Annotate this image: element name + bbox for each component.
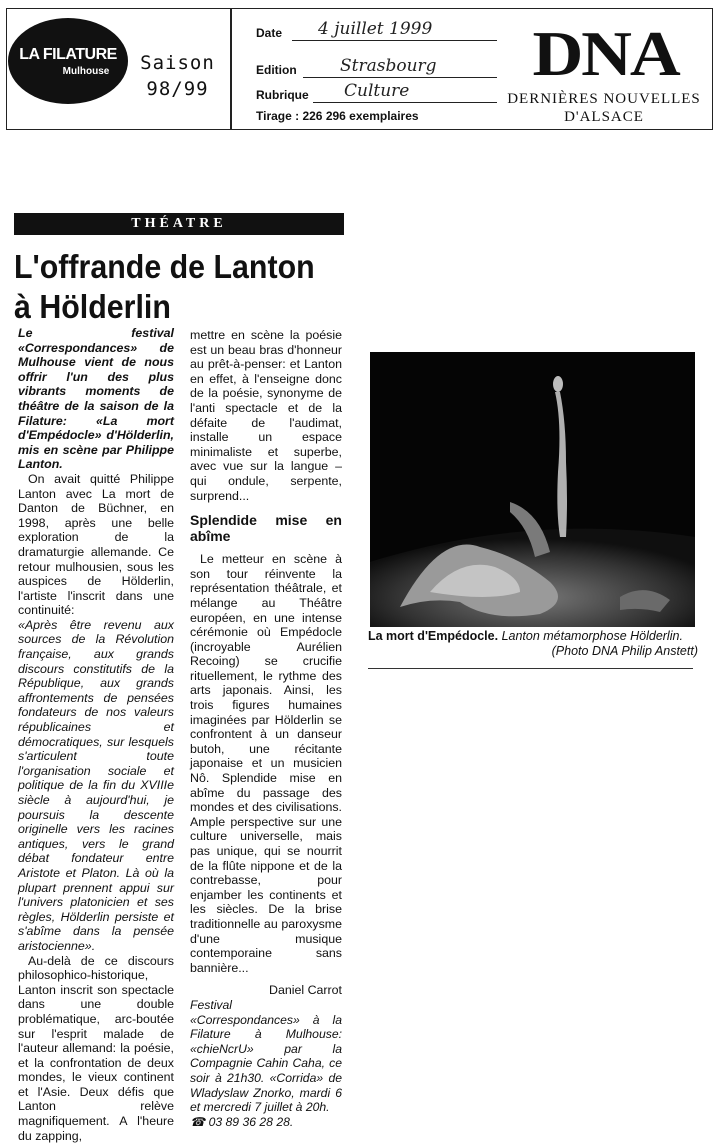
header-divider <box>230 8 232 130</box>
caption-title: La mort d'Empédocle. <box>368 629 499 643</box>
rubrique-line <box>313 102 497 103</box>
article-title-line1: L'offrande de Lanton <box>14 248 315 285</box>
saison-value: 98/99 <box>146 78 209 100</box>
caption-credit: (Photo DNA Philip Anstett) <box>551 644 698 658</box>
date-label: Date <box>256 26 283 40</box>
logo-subtitle: Mulhouse <box>62 66 110 77</box>
saison-block <box>135 50 220 102</box>
logo-title: LA FILATURE <box>19 46 117 63</box>
article-quote: «Après être revenu aux sources de la Révolution française, aux grands discours constitutifs de la République, aux grands affrontements de pensées fondateurs de nos valeurs républicaines et démocratiques, sur lesquels s'articulent toute l'organisation sociale et politique de la fin du XVIIIe siècle à aujourd'hui, je poursuis la descente originelle vers les racines antiques, vers le grand débat fondateur entre Aristote et Platon. Là où la plupart prennent appui sur l'univers platonicien et ses règles, Hölderlin persiste et s'abîme dans la pensée aristocienne». <box>18 617 174 953</box>
article-title <box>14 247 318 327</box>
photo-caption <box>368 629 698 659</box>
edition-line <box>303 77 497 78</box>
rubrique-label: Rubrique <box>256 88 309 102</box>
dna-logo: DNA <box>532 18 679 89</box>
tirage-text: Tirage : 226 296 exemplaires <box>256 109 419 123</box>
caption-rule <box>368 668 693 669</box>
paper-subtitle-line2: D'ALSACE <box>564 109 644 125</box>
paper-subtitle <box>500 90 708 126</box>
date-value: 4 juillet 1999 <box>318 19 433 39</box>
edition-label: Edition <box>256 63 297 77</box>
saison-label: Saison <box>140 52 215 74</box>
article-column-1 <box>18 326 174 1143</box>
article-column-2 <box>190 328 342 1129</box>
section-banner: THÉATRE <box>14 213 344 235</box>
stage-photo-illustration <box>370 352 695 627</box>
edition-value: Strasbourg <box>340 56 437 76</box>
article-author: Daniel Carrot <box>269 983 342 998</box>
rubrique-value: Culture <box>344 81 410 101</box>
article-lead: Le festival «Correspondances» de Mulhouse vient de nous offrir l'un des plus vibrants moments de théâtre de la saison de la Filature: «La mort d'Empédocle» d'Hölderlin, mis en scène par Philippe Lanton. <box>18 326 174 472</box>
caption-text: Lanton métamorphose Hölderlin. <box>501 629 683 643</box>
article-subheading: Splendide mise en abîme <box>190 512 342 545</box>
article-paragraph-4: Le metteur en scène à son tour réinvente la représentation théâtrale, et mélange au Théâtre européen, en une intense cérémonie où Empédocle (incroyable Aurélien Recoing) se crucifie rituellement, le rythme des arts japonais. Ainsi, les trois figures humaines imaginées par Hölderlin se confrontent à un danseur butoh, une récitante japonaise et un musicien Nô. Splendide mise en abîme du passage des mondes et des civilisations. Ample perspective sur une culture universelle, mais pas unique, qui se nourrit de la flûte nippone et de la contrebasse, pour enjamber les continents et les siècles. De la brise traditionnelle au paroxysme d'une musique contemporaine sans bannière... <box>190 552 342 975</box>
event-phone: ☎ 03 89 36 28 28. <box>190 1114 294 1129</box>
article-photo <box>370 352 695 627</box>
article-paragraph-2: Au-delà de ce discours philosophico-historique, Lanton inscrit son spectacle dans une double problématique, arc-boutée sur l'esprit malade de l'auteur allemand: la poésie, et la confrontation de deux mondes, le vieux continent et l'Asie. Deux défis que Lanton relève magnifiquement. A l'heure du zapping, <box>18 953 174 1143</box>
filature-logo <box>8 18 128 104</box>
article-title-line2: à Hölderlin <box>14 288 171 325</box>
event-info: Festival «Correspondances» à la Filature à Mulhouse: «chieNcrU» par la Compagnie Cahin Caha, ce soir à 21h30. «Corrida» de Wladyslaw Znorko, mardi 6 et mercredi 7 juillet à 20h. <box>190 997 342 1115</box>
article-paragraph-1: On avait quitté Philippe Lanton avec La mort de Danton de Büchner, en 1998, après une belle exploration de la dramaturgie allemande. Ce retour mulhousien, sous les auspices de Hölderlin, l'artiste l'inscrit dans une continuité: <box>18 471 174 618</box>
article-paragraph-3: mettre en scène la poésie est un beau bras d'honneur au prêt-à-penser: et Lanton en effet, à l'enseigne donc de la poésie, synonyme de l'anti spectacle et de la défaite de l'audimat, installe un espace minimaliste et superbe, avec vue sur la langue – qui ondule, serpente, surprend... <box>190 328 342 503</box>
paper-subtitle-line1: DERNIÈRES NOUVELLES <box>507 91 701 107</box>
date-line <box>292 40 497 41</box>
